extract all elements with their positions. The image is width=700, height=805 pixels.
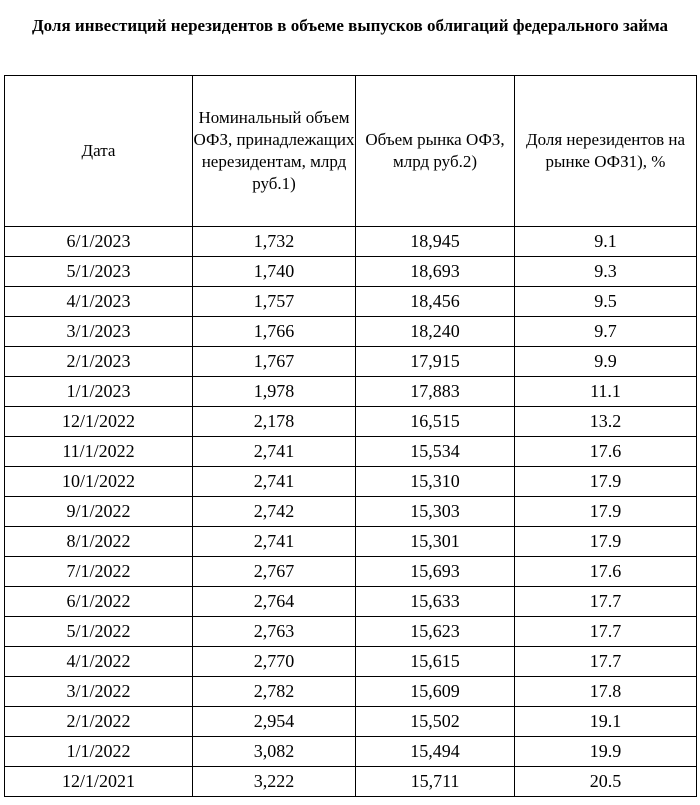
table-body xyxy=(5,227,697,797)
cell-nonresident-share: 17.9 xyxy=(515,467,697,497)
cell-nonresident-share: 13.2 xyxy=(515,407,697,437)
cell-nonresident-volume: 1,740 xyxy=(193,257,356,287)
table-row xyxy=(5,557,697,587)
table-row xyxy=(5,677,697,707)
header-nonresident-volume: Номинальный объем ОФЗ, принадлежащих нерезидентам, млрд руб.1) xyxy=(193,76,356,227)
cell-nonresident-volume: 2,770 xyxy=(193,647,356,677)
cell-market-volume: 18,240 xyxy=(356,317,515,347)
document-title: Доля инвестиций нерезидентов в объеме выпусков облигаций федерального займа xyxy=(31,16,669,35)
cell-nonresident-share: 17.7 xyxy=(515,617,697,647)
table-row xyxy=(5,287,697,317)
cell-nonresident-share: 9.9 xyxy=(515,347,697,377)
table-row xyxy=(5,347,697,377)
header-nonresident-share: Доля нерезидентов на рынке ОФЗ1), % xyxy=(515,76,697,227)
cell-nonresident-volume: 1,766 xyxy=(193,317,356,347)
table-row xyxy=(5,497,697,527)
cell-date: 6/1/2022 xyxy=(5,587,193,617)
cell-nonresident-volume: 3,082 xyxy=(193,737,356,767)
table-row xyxy=(5,227,697,257)
table-row xyxy=(5,737,697,767)
cell-market-volume: 17,915 xyxy=(356,347,515,377)
cell-nonresident-volume: 2,763 xyxy=(193,617,356,647)
cell-date: 4/1/2023 xyxy=(5,287,193,317)
cell-market-volume: 15,711 xyxy=(356,767,515,797)
cell-date: 5/1/2022 xyxy=(5,617,193,647)
cell-nonresident-share: 20.5 xyxy=(515,767,697,797)
cell-nonresident-volume: 2,178 xyxy=(193,407,356,437)
cell-nonresident-share: 9.3 xyxy=(515,257,697,287)
cell-nonresident-volume: 1,757 xyxy=(193,287,356,317)
cell-nonresident-volume: 2,741 xyxy=(193,437,356,467)
cell-date: 12/1/2022 xyxy=(5,407,193,437)
cell-nonresident-share: 19.9 xyxy=(515,737,697,767)
cell-date: 3/1/2023 xyxy=(5,317,193,347)
cell-date: 2/1/2023 xyxy=(5,347,193,377)
cell-nonresident-share: 9.1 xyxy=(515,227,697,257)
cell-date: 11/1/2022 xyxy=(5,437,193,467)
cell-market-volume: 18,945 xyxy=(356,227,515,257)
table-row xyxy=(5,257,697,287)
cell-date: 7/1/2022 xyxy=(5,557,193,587)
cell-date: 8/1/2022 xyxy=(5,527,193,557)
table-row xyxy=(5,467,697,497)
cell-market-volume: 15,502 xyxy=(356,707,515,737)
cell-date: 3/1/2022 xyxy=(5,677,193,707)
cell-nonresident-volume: 2,741 xyxy=(193,467,356,497)
table-row xyxy=(5,617,697,647)
table-row xyxy=(5,527,697,557)
cell-market-volume: 17,883 xyxy=(356,377,515,407)
cell-market-volume: 18,693 xyxy=(356,257,515,287)
cell-nonresident-share: 11.1 xyxy=(515,377,697,407)
cell-nonresident-volume: 1,732 xyxy=(193,227,356,257)
cell-date: 9/1/2022 xyxy=(5,497,193,527)
cell-nonresident-share: 17.8 xyxy=(515,677,697,707)
table-row xyxy=(5,707,697,737)
table-row xyxy=(5,587,697,617)
nonresident-ofz-table xyxy=(4,75,697,797)
cell-market-volume: 15,615 xyxy=(356,647,515,677)
cell-market-volume: 15,534 xyxy=(356,437,515,467)
cell-market-volume: 15,310 xyxy=(356,467,515,497)
cell-nonresident-volume: 2,742 xyxy=(193,497,356,527)
cell-market-volume: 15,303 xyxy=(356,497,515,527)
table-row xyxy=(5,437,697,467)
cell-date: 2/1/2022 xyxy=(5,707,193,737)
table-row xyxy=(5,377,697,407)
cell-market-volume: 15,609 xyxy=(356,677,515,707)
cell-date: 1/1/2023 xyxy=(5,377,193,407)
cell-nonresident-share: 17.7 xyxy=(515,587,697,617)
cell-nonresident-share: 17.9 xyxy=(515,497,697,527)
cell-nonresident-share: 17.6 xyxy=(515,437,697,467)
cell-market-volume: 18,456 xyxy=(356,287,515,317)
table-row xyxy=(5,407,697,437)
cell-market-volume: 15,693 xyxy=(356,557,515,587)
cell-nonresident-share: 17.9 xyxy=(515,527,697,557)
cell-nonresident-volume: 2,954 xyxy=(193,707,356,737)
table-row xyxy=(5,767,697,797)
cell-date: 1/1/2022 xyxy=(5,737,193,767)
cell-market-volume: 15,301 xyxy=(356,527,515,557)
cell-nonresident-volume: 2,782 xyxy=(193,677,356,707)
cell-nonresident-volume: 1,767 xyxy=(193,347,356,377)
cell-date: 10/1/2022 xyxy=(5,467,193,497)
cell-date: 5/1/2023 xyxy=(5,257,193,287)
cell-nonresident-share: 17.7 xyxy=(515,647,697,677)
cell-nonresident-volume: 2,767 xyxy=(193,557,356,587)
table-header-row xyxy=(5,76,697,227)
table-row xyxy=(5,317,697,347)
cell-date: 12/1/2021 xyxy=(5,767,193,797)
cell-nonresident-share: 9.5 xyxy=(515,287,697,317)
cell-market-volume: 16,515 xyxy=(356,407,515,437)
cell-market-volume: 15,633 xyxy=(356,587,515,617)
cell-nonresident-share: 17.6 xyxy=(515,557,697,587)
cell-market-volume: 15,494 xyxy=(356,737,515,767)
cell-nonresident-volume: 3,222 xyxy=(193,767,356,797)
header-date: Дата xyxy=(5,76,193,227)
header-market-volume: Объем рынка ОФЗ, млрд руб.2) xyxy=(356,76,515,227)
cell-nonresident-volume: 2,741 xyxy=(193,527,356,557)
table-row xyxy=(5,647,697,677)
cell-nonresident-share: 19.1 xyxy=(515,707,697,737)
cell-date: 6/1/2023 xyxy=(5,227,193,257)
cell-nonresident-volume: 1,978 xyxy=(193,377,356,407)
cell-nonresident-volume: 2,764 xyxy=(193,587,356,617)
cell-market-volume: 15,623 xyxy=(356,617,515,647)
cell-nonresident-share: 9.7 xyxy=(515,317,697,347)
cell-date: 4/1/2022 xyxy=(5,647,193,677)
